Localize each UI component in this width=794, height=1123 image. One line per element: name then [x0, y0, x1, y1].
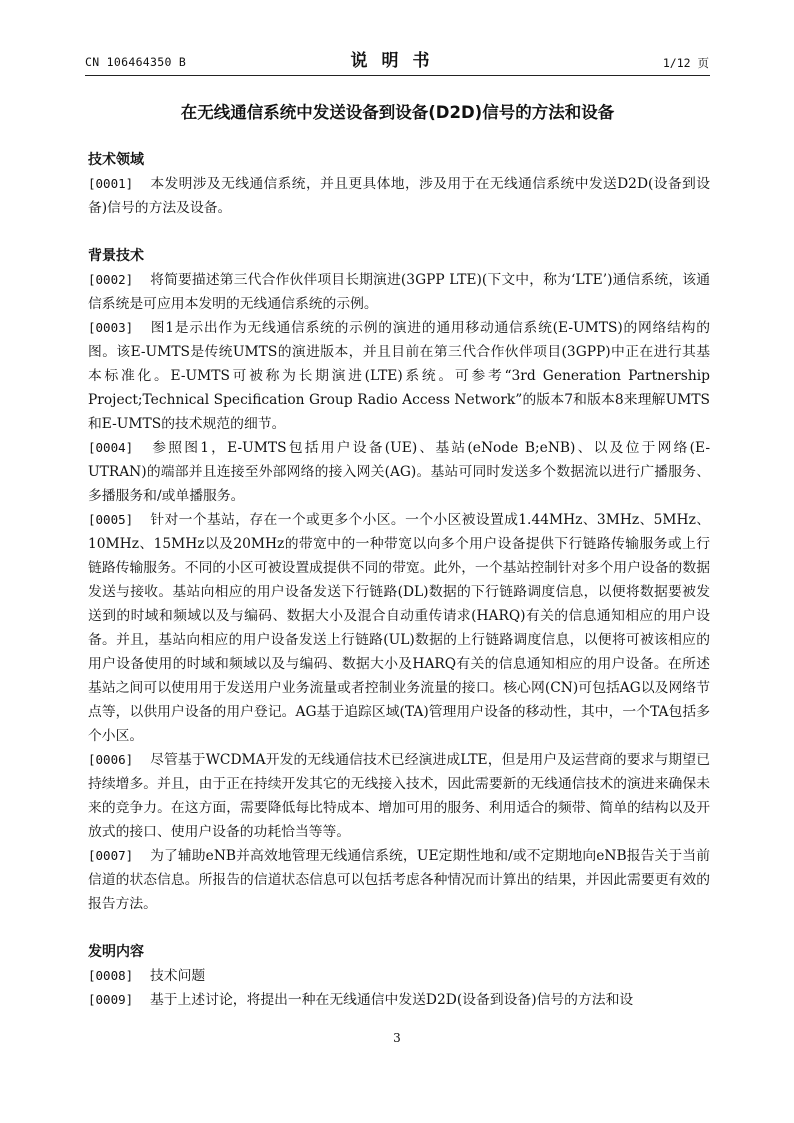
paragraph — [88, 436, 710, 508]
paragraph-text: 本发明涉及无线通信系统，并且更具体地，涉及用于在无线通信系统中发送D2D(设备到设备)信号的方法及设备。 — [88, 176, 710, 216]
paragraph-text: 将简要描述第三代合作伙伴项目长期演进(3GPP LTE)(下文中，称为‘LTE’)通信系统，该通信系统是可应用本发明的无线通信系统的示例。 — [88, 272, 710, 312]
paragraph — [88, 844, 710, 916]
paragraph-text: 参照图1，E-UMTS包括用户设备(UE)、基站(eNode B;eNB)、以及位于网络(E-UTRAN)的端部并且连接至外部网络的接入网关(AG)。基站可同时发送多个数据流以进行广播服务、多播服务和/或单播服务。 — [88, 440, 710, 504]
paragraph-number: [0004] — [88, 440, 134, 455]
section-heading: 发明内容 — [88, 944, 144, 960]
paragraph-number: [0009] — [88, 992, 134, 1007]
paragraph-text: 基于上述讨论，将提出一种在无线通信中发送D2D(设备到设备)信号的方法和设 — [150, 992, 634, 1008]
publication-number: CN 106464350 B — [85, 55, 187, 69]
section-heading: 技术领域 — [88, 152, 144, 168]
paragraph-number: [0001] — [88, 176, 134, 191]
paragraph-number: [0008] — [88, 968, 134, 983]
section-heading: 背景技术 — [88, 248, 144, 264]
paragraph — [88, 964, 710, 988]
paragraph — [88, 172, 710, 220]
paragraph-number: [0002] — [88, 272, 134, 287]
page-number: 3 — [393, 1031, 401, 1045]
paragraph — [88, 508, 710, 748]
paragraph-text: 尽管基于WCDMA开发的无线通信技术已经演进成LTE，但是用户及运营商的要求与期望已持续增多。并且，由于正在持续开发其它的无线接入技术，因此需要新的无线通信技术的演进来确保未来的竞争力。在这方面，需要降低每比特成本、增加可用的服务、利用适合的频带、简单的结构以及开放式的接口、使用户设备的功耗恰当等等。 — [88, 752, 710, 840]
paragraph — [88, 988, 710, 1012]
document-type: 说明书 — [350, 51, 444, 71]
paragraph-number: [0006] — [88, 752, 134, 767]
paragraph-text: 技术问题 — [150, 968, 206, 984]
paragraph — [88, 268, 710, 316]
document-body — [88, 148, 710, 1012]
paragraph — [88, 316, 710, 436]
paragraph-number: [0003] — [88, 320, 134, 335]
paragraph-number: [0005] — [88, 512, 134, 527]
paragraph-text: 图1是示出作为无线通信系统的示例的演进的通用移动通信系统(E-UMTS)的网络结构的图。该E-UMTS是传统UMTS的演进版本，并且目前在第三代合作伙伴项目(3GPP)中正在进行其基本标准化。E-UMTS可被称为长期演进(LTE)系统。可参考“3rd Generation Partnership Project;Technical Specification Group Radio Access Network”的版本7和版本8来理解UMTS和E-UMTS的技术规范的细节。 — [88, 320, 710, 432]
page-header — [85, 46, 709, 74]
paragraph-text: 针对一个基站，存在一个或更多个小区。一个小区被设置成1.44MHz、3MHz、5MHz、10MHz、15MHz以及20MHz的带宽中的一种带宽以向多个用户设备提供下行链路传输服务或上行链路传输服务。不同的小区可被设置成提供不同的带宽。此外，一个基站控制针对多个用户设备的数据发送与接收。基站向相应的用户设备发送下行链路(DL)数据的下行链路调度信息，以便将数据要被发送到的时域和频域以及与编码、数据大小及混合自动重传请求(HARQ)有关的信息通知相应的用户设备。并且，基站向相应的用户设备发送上行链路(UL)数据的上行链路调度信息，以便将可被该相应的用户设备使用的时域和频域以及与编码、数据大小及HARQ有关的信息通知相应的用户设备。在所述基站之间可以使用用于发送用户业务流量或者控制业务流量的接口。核心网(CN)可包括AG以及网络节点等，以供用户设备的用户登记。AG基于追踪区域(TA)管理用户设备的移动性，其中，一个TA包括多个小区。 — [88, 512, 710, 744]
paragraph-text: 为了辅助eNB并高效地管理无线通信系统，UE定期性地和/或不定期地向eNB报告关于当前信道的状态信息。所报告的信道状态信息可以包括考虑各种情况而计算出的结果，并因此需要更有效的报告方法。 — [88, 848, 710, 912]
paragraph-number: [0007] — [88, 848, 134, 863]
section-gap — [88, 220, 710, 244]
section-gap — [88, 916, 710, 940]
document-title: 在无线通信系统中发送设备到设备(D2D)信号的方法和设备 — [180, 103, 615, 122]
header-rule — [85, 75, 710, 76]
page-info: 1/12 页 — [662, 56, 709, 70]
paragraph — [88, 748, 710, 844]
